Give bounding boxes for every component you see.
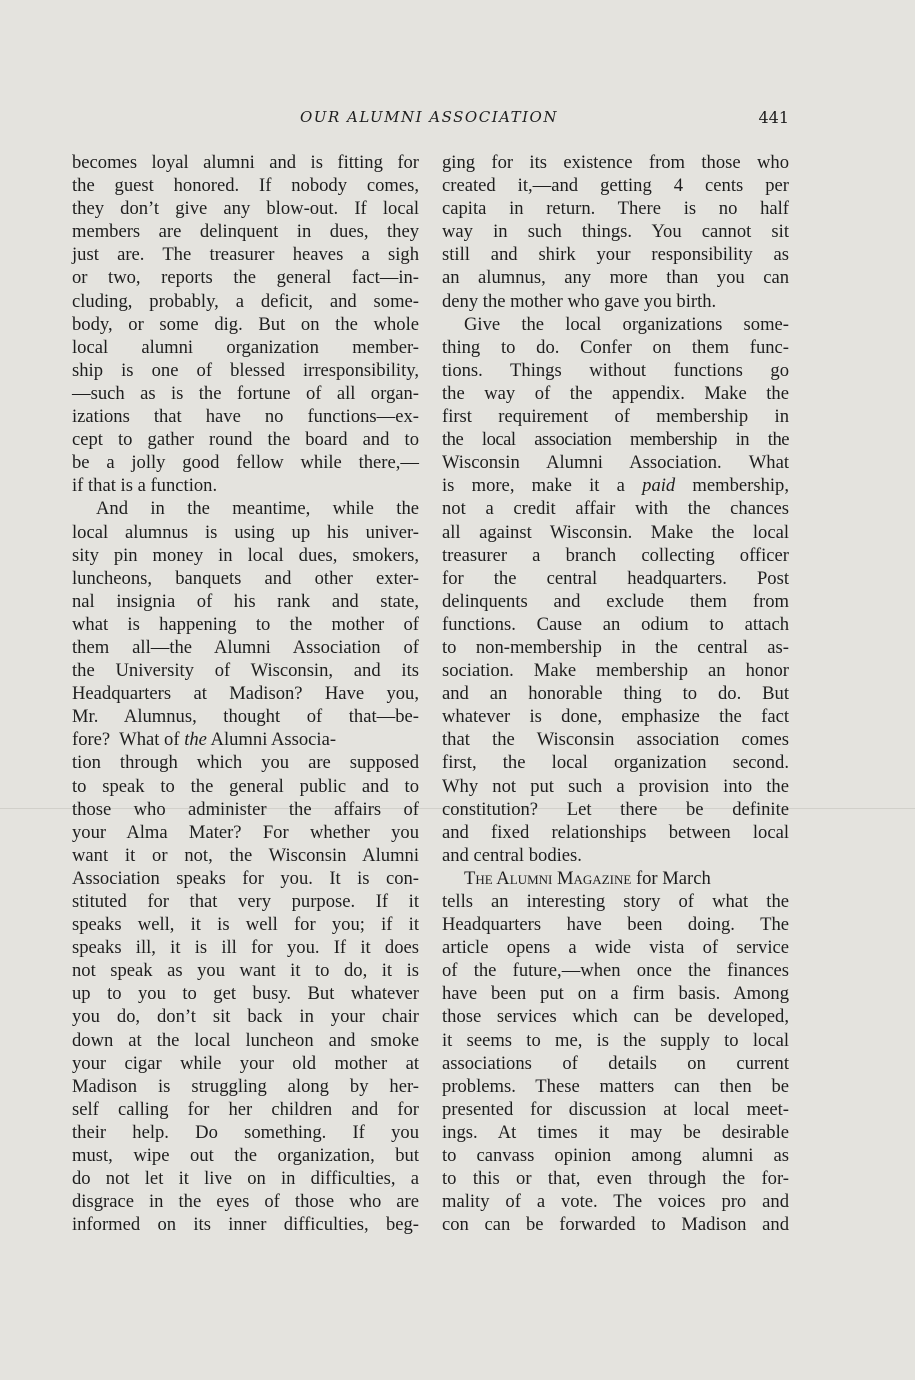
text-line: delinquents and exclude them from	[442, 590, 789, 612]
text-line: the University of Wisconsin, and its	[72, 660, 419, 682]
left-column	[72, 151, 419, 1236]
text-line: problems. These matters can then be	[442, 1075, 789, 1097]
text-line: self calling for her children and for	[72, 1098, 419, 1120]
text-line: the way of the appendix. Make the	[442, 382, 789, 404]
text-line: be a jolly good fellow while there,—	[72, 452, 419, 474]
text-line: —such as is the fortune of all organ-	[72, 382, 419, 404]
text-line: associations of details on current	[442, 1052, 789, 1074]
text-line: if that is a function.	[72, 475, 218, 497]
text-line: Madison is struggling along by her-	[72, 1075, 419, 1097]
paragraph-start-line: Give the local organizations some-	[464, 313, 789, 335]
text-fragment: is more, make it a	[442, 475, 643, 497]
text-line: them all—the Alumni Association of	[72, 636, 419, 658]
text-line: cept to gather round the board and to	[72, 429, 419, 451]
text-line: way in such things. You cannot sit	[442, 221, 789, 243]
text-line: speaks ill, it is ill for you. If it does	[72, 937, 419, 959]
text-line: article opens a wide vista of service	[442, 937, 789, 959]
text-line: ging for its existence from those who	[442, 152, 789, 173]
text-line: not a credit affair with the chances	[442, 498, 789, 520]
text-line: members are delinquent in dues, they	[72, 221, 419, 243]
text-line: that the Wisconsin association comes	[442, 729, 789, 751]
text-line: nal insignia of his rank and state,	[72, 590, 419, 612]
text-line: do not let it live on in difficulties, a	[72, 1168, 419, 1190]
text-line: cluding, probably, a deficit, and some-	[72, 290, 419, 312]
paragraph-start-line: And in the meantime, while the	[96, 498, 419, 520]
text-line: your Alma Mater? For whether you	[72, 821, 419, 843]
text-line: not speak as you want it to do, it is	[72, 960, 419, 982]
text-line: your cigar while your old mother at	[72, 1052, 419, 1074]
text-line: tions. Things without functions go	[442, 359, 789, 381]
text-line: up to you to get busy. But whatever	[72, 983, 419, 1005]
text-line: thing to do. Confer on them func-	[442, 336, 789, 358]
text-line: first, the local organization second.	[442, 752, 789, 774]
text-line: to speak to the general public and to	[72, 775, 419, 797]
running-header	[0, 108, 915, 130]
text-line: treasurer a branch collecting officer	[442, 544, 789, 566]
text-line: Headquarters have been doing. The	[442, 914, 789, 936]
text-line: tion through which you are supposed	[72, 752, 419, 774]
text-line: or two, reports the general fact—in-	[72, 267, 419, 289]
text-fragment: fore? What of	[72, 729, 185, 751]
italic-word: paid	[642, 475, 676, 497]
text-line: have been put on a firm basis. Among	[442, 983, 789, 1005]
text-line: Association speaks for you. It is con-	[72, 867, 419, 889]
text-line: luncheons, banquets and other exter-	[72, 567, 419, 589]
text-line: informed on its inner difficulties, beg-	[72, 1214, 419, 1236]
text-line: sociation. Make membership an honor	[442, 660, 789, 682]
text-line: deny the mother who gave you birth.	[442, 290, 717, 312]
text-line: whatever is done, emphasize the fact	[442, 706, 789, 728]
text-line: functions. Cause an odium to attach	[442, 613, 789, 635]
text-line: still and shirk your responsibility as	[442, 244, 789, 266]
text-line: Wisconsin Alumni Association. What	[442, 452, 789, 474]
text-line: must, wipe out the organization, but	[72, 1145, 419, 1167]
text-line: they don’t give any blow-out. If local	[72, 198, 419, 220]
text-line: of the future,—when once the finances	[442, 960, 789, 982]
text-line: for the central headquarters. Post	[442, 567, 789, 589]
italic-word: the	[184, 729, 207, 751]
magazine-title: The Alumni Magazine	[464, 867, 632, 889]
text-line: Headquarters at Madison? Have you,	[72, 683, 419, 705]
running-title: OUR ALUMNI ASSOCIATION	[300, 108, 558, 126]
text-line: presented for discussion at local meet-	[442, 1098, 789, 1120]
text-line: down at the local luncheon and smoke	[72, 1029, 419, 1051]
text-line: you do, don’t sit back in your chair	[72, 1006, 419, 1028]
text-line: disgrace in the eyes of those who are	[72, 1191, 419, 1213]
text-fragment: Alumni Associa-	[206, 729, 337, 751]
text-line: first requirement of membership in	[442, 406, 789, 428]
text-line: constitution? Let there be definite	[442, 798, 789, 820]
text-line: the guest honored. If nobody comes,	[72, 175, 419, 197]
text-line: capita in return. There is no half	[442, 198, 789, 220]
text-line: want it or not, the Wisconsin Alumni	[72, 844, 419, 866]
text-line: those who administer the affairs of	[72, 798, 419, 820]
text-line: to non-membership in the central as-	[442, 636, 789, 658]
text-fragment: membership,	[675, 475, 789, 497]
text-line: and central bodies.	[442, 844, 582, 866]
text-line: tells an interesting story of what the	[442, 891, 789, 912]
text-line: con can be forwarded to Madison and	[442, 1214, 789, 1236]
text-line: local alumni organization member-	[72, 336, 419, 358]
text-line: ship is one of blessed irresponsibility,	[72, 359, 419, 381]
text-line: all against Wisconsin. Make the local	[442, 521, 789, 543]
paragraph-start-line	[442, 867, 789, 890]
page-number: 441	[758, 108, 789, 127]
text-line: stituted for that very purpose. If it	[72, 891, 419, 912]
text-line: to canvass opinion among alumni as	[442, 1145, 789, 1167]
text-line: ings. At times it may be desirable	[442, 1121, 789, 1143]
text-line: to this or that, even through the for-	[442, 1168, 789, 1190]
text-line: the local association membership in the	[442, 429, 789, 451]
text-line: mality of a vote. The voices pro and	[442, 1191, 789, 1213]
text-line: Why not put such a provision into the	[442, 775, 789, 797]
text-line: becomes loyal alumni and is fitting for	[72, 152, 419, 173]
text-line: Mr. Alumnus, thought of that—be-	[72, 706, 419, 728]
text-fragment: for March	[631, 867, 711, 889]
text-line	[442, 474, 789, 497]
text-line: what is happening to the mother of	[72, 613, 419, 635]
right-column	[442, 151, 789, 1236]
text-line: local alumnus is using up his univer-	[72, 521, 419, 543]
text-line: and fixed relationships between local	[442, 821, 789, 843]
text-line: just are. The treasurer heaves a sigh	[72, 244, 419, 266]
text-line: body, or some dig. But on the whole	[72, 313, 419, 335]
text-line: those services which can be developed,	[442, 1006, 789, 1028]
text-line: their help. Do something. If you	[72, 1121, 419, 1143]
text-line: speaks well, it is well for you; if it	[72, 914, 419, 936]
text-line: izations that have no functions—ex-	[72, 406, 419, 428]
text-line	[72, 728, 419, 751]
text-line: sity pin money in local dues, smokers,	[72, 544, 419, 566]
text-line: it seems to me, is the supply to local	[442, 1029, 789, 1051]
text-line: an alumnus, any more than you can	[442, 267, 789, 289]
text-line: and an honorable thing to do. But	[442, 683, 789, 705]
text-line: created it,—and getting 4 cents per	[442, 175, 789, 197]
